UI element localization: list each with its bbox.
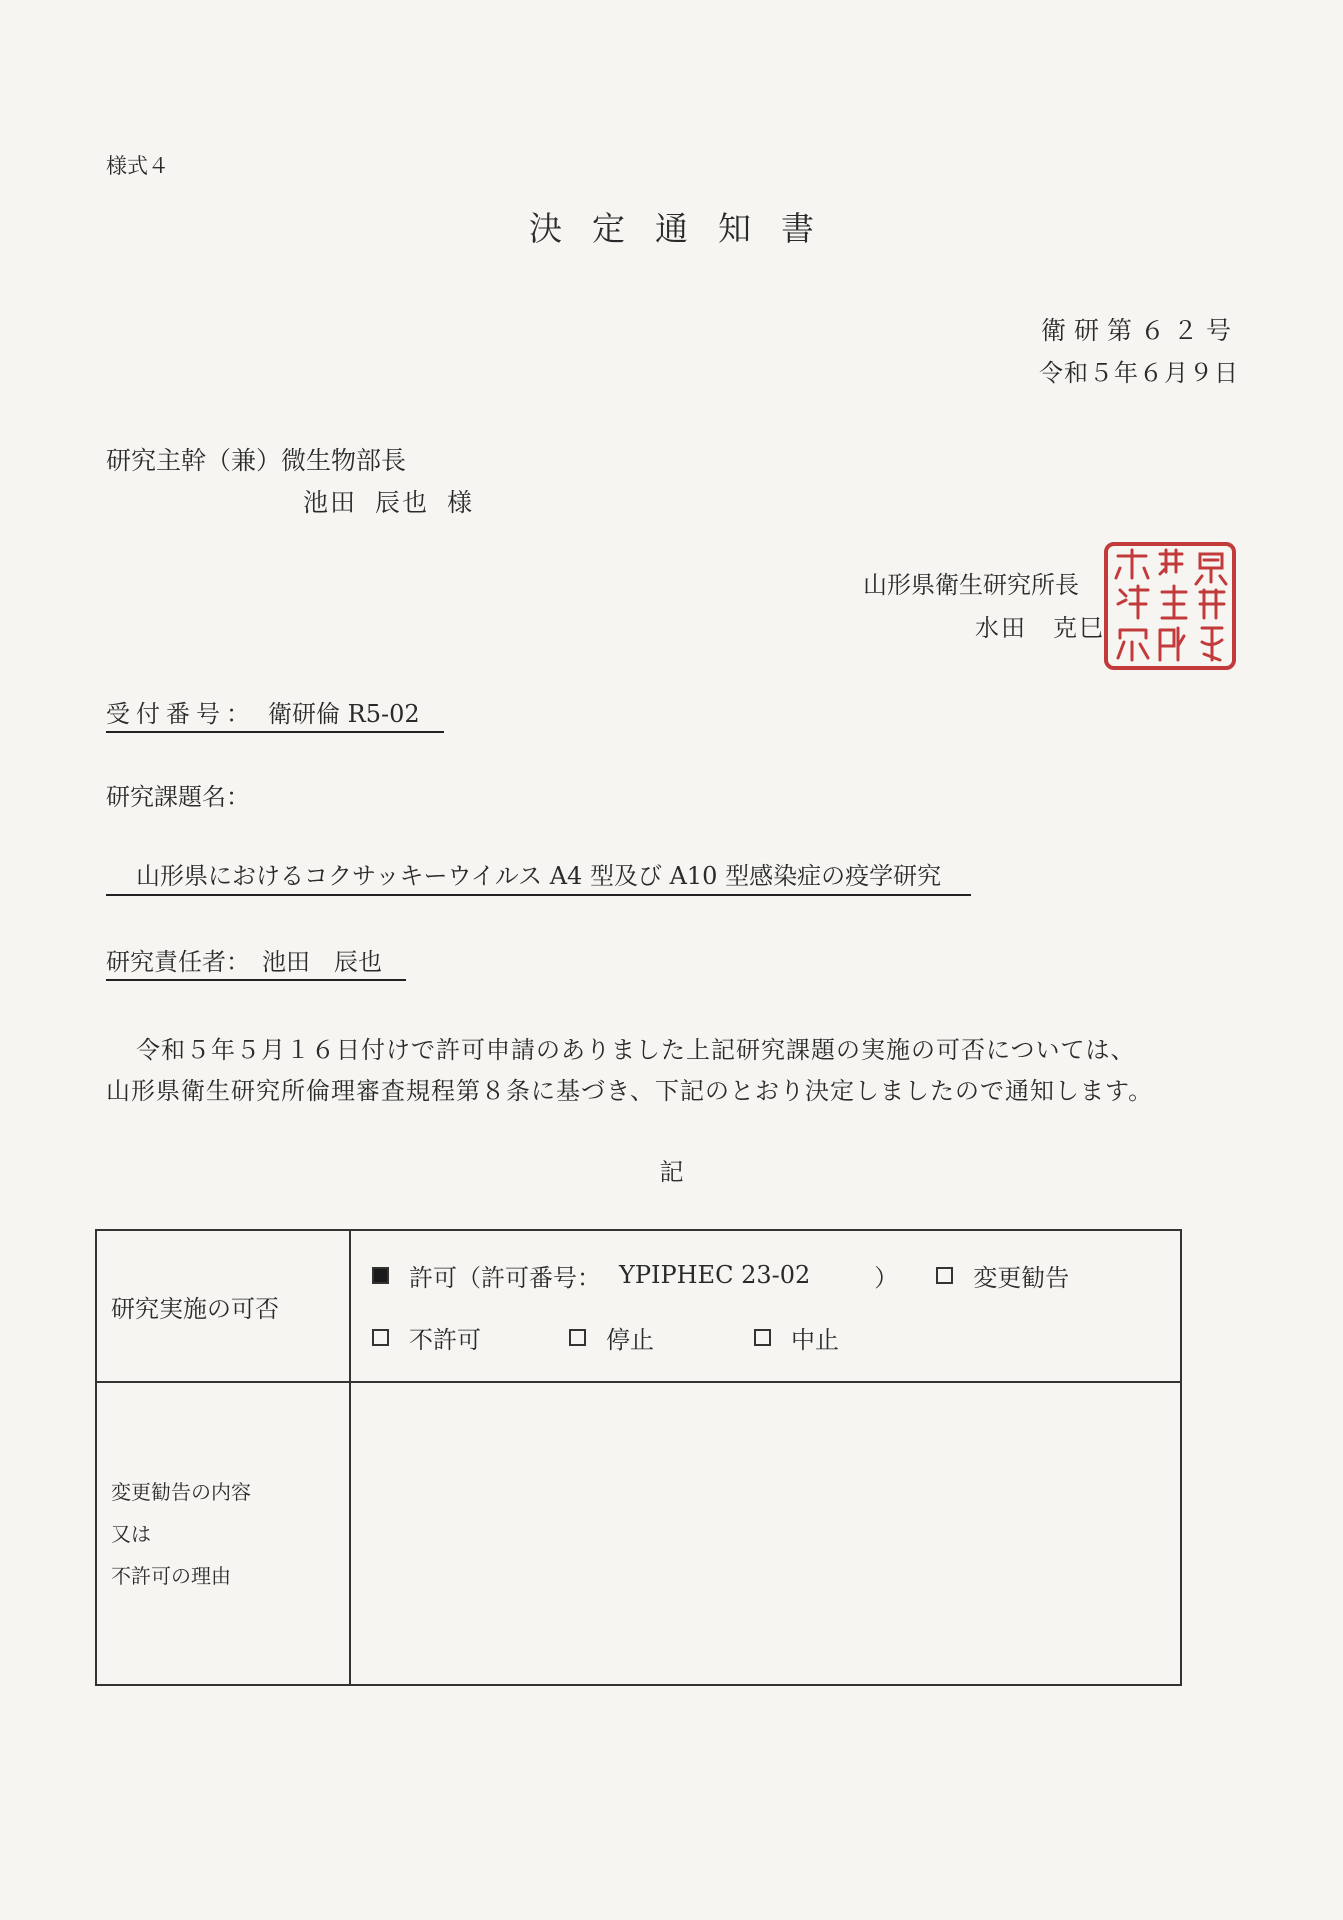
principal-investigator-label: 研究責任者：: [106, 948, 238, 976]
document-date: 令和５年６月９日: [1039, 359, 1239, 387]
recipient-name: [303, 483, 474, 519]
research-topic-label: 研究課題名：: [106, 783, 250, 811]
official-seal: [1104, 542, 1236, 670]
sender-name: 水田 克巳: [975, 614, 1105, 642]
checkbox-discontinuation[interactable]: [754, 1329, 771, 1346]
recipient-given-name: 辰也: [375, 488, 430, 517]
reception-number-line: [106, 694, 444, 729]
checkbox-suspension[interactable]: [569, 1329, 586, 1346]
reception-number-value: 衛研倫 R5-02: [268, 700, 420, 728]
options-line-2: [352, 1306, 1179, 1368]
seal-glyphs: [1108, 546, 1232, 666]
option-discontinuation[interactable]: [754, 1320, 839, 1355]
table-row: [96, 1382, 1181, 1685]
checkbox-not-permitted[interactable]: [372, 1329, 389, 1346]
row2-label-line-2: 又は: [111, 1521, 151, 1546]
decision-options-cell: [350, 1230, 1181, 1382]
table-row: [96, 1230, 1181, 1382]
recipient-family-name: 池田: [303, 488, 358, 517]
row2-label-line-1: 変更勧告の内容: [111, 1479, 251, 1504]
options-line-1: [352, 1244, 1179, 1306]
document-title: 決定通知書: [529, 209, 844, 248]
option-change-recommendation[interactable]: [936, 1258, 1069, 1293]
checkbox-change-recommendation[interactable]: [936, 1267, 953, 1284]
row2-label: [96, 1382, 350, 1685]
research-topic-value: 山形県におけるコクサッキーウイルス A4 型及び A10 型感染症の疫学研究: [106, 856, 971, 896]
recipient-honorific: 様: [447, 488, 475, 517]
decision-table: [95, 1229, 1182, 1686]
option-permit-close: ）: [874, 1263, 899, 1292]
option-discontinuation-label: 中止: [791, 1325, 839, 1354]
form-label: 様式４: [106, 154, 169, 178]
option-not-permitted-label: 不許可: [409, 1325, 481, 1354]
checkbox-permit-checked[interactable]: [372, 1267, 389, 1284]
permit-number: YPIPHEC 23-02: [619, 1261, 811, 1289]
recipient-title: 研究主幹（兼）微生物部長: [106, 446, 407, 475]
option-suspension-label: 停止: [606, 1325, 654, 1354]
body-text-line-2: 山形県衛生研究所倫理審査規程第８条に基づき、下記のとおり決定しましたので通知します。: [106, 1077, 1154, 1105]
option-permit[interactable]: [372, 1258, 898, 1293]
option-suspension[interactable]: [569, 1320, 654, 1355]
option-permit-label: 許可（許可番号：: [409, 1263, 601, 1292]
reception-number-label: 受付番号：: [106, 700, 244, 728]
ki-mark: 記: [659, 1158, 684, 1186]
row2-label-line-3: 不許可の理由: [111, 1563, 231, 1588]
sender-title: 山形県衛生研究所長: [863, 571, 1079, 599]
principal-investigator-value: 池田 辰也: [262, 948, 382, 976]
change-reason-content[interactable]: [350, 1382, 1181, 1685]
principal-investigator-line: [106, 942, 406, 977]
body-text-line-1: 令和５年５月１６日付けで許可申請のありました上記研究課題の実施の可否については、: [136, 1036, 1136, 1064]
document-number: 衛研第６２号: [1040, 316, 1239, 345]
row1-label: 研究実施の可否: [96, 1230, 350, 1382]
option-change-recommendation-label: 変更勧告: [973, 1263, 1070, 1292]
option-not-permitted[interactable]: [372, 1320, 481, 1355]
